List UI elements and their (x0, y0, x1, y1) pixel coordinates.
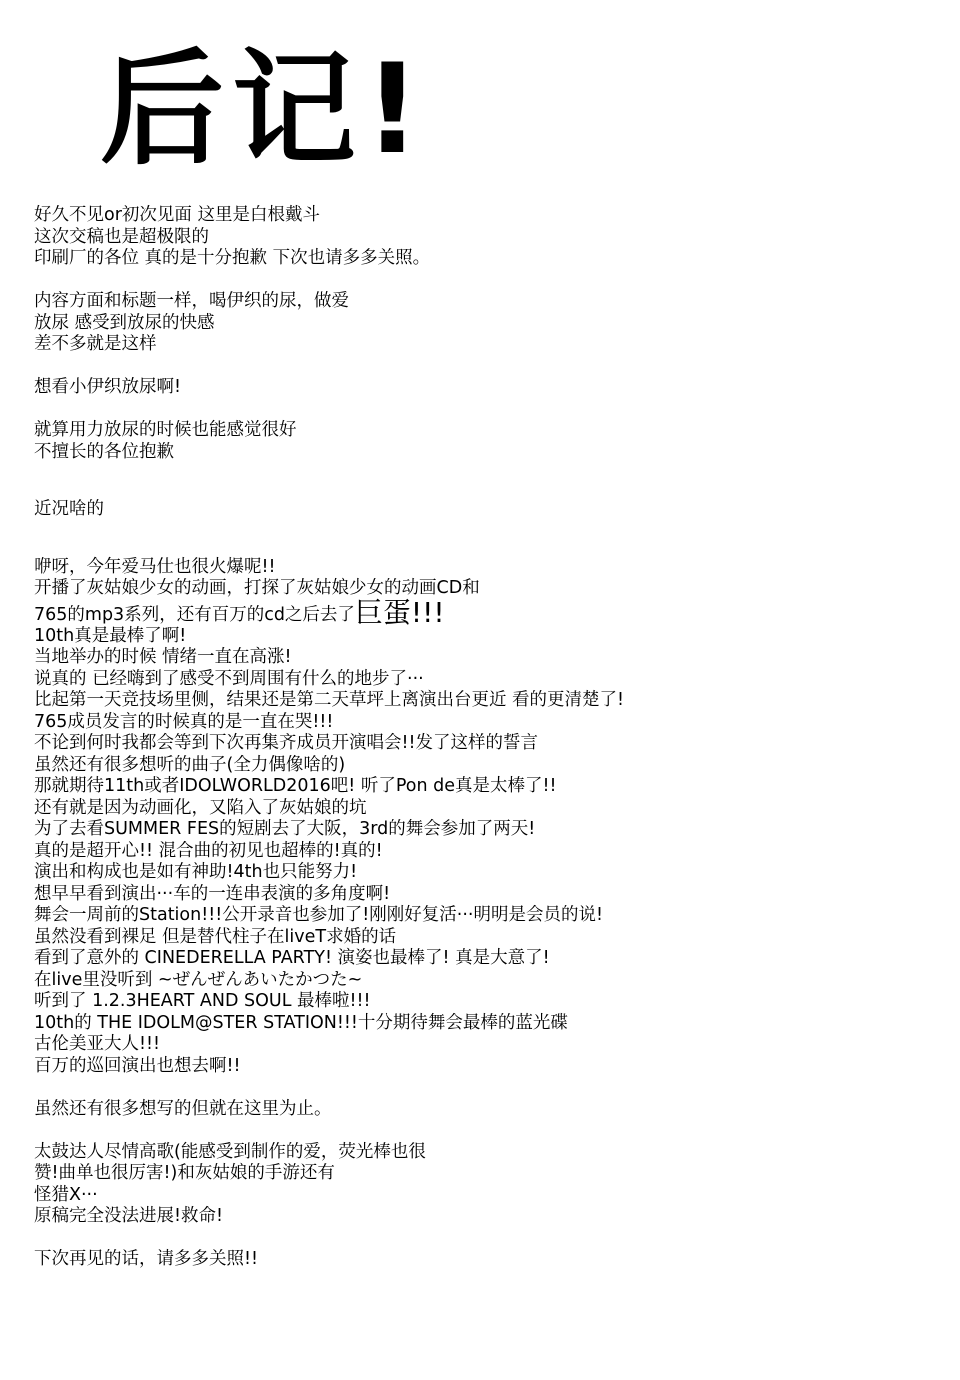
games-line: 赞!曲单也很厉害!)和灰姑娘的手游还有 (34, 1163, 335, 1183)
intro-line: 这次交稿也是超极限的 (34, 226, 209, 247)
afterword-text (34, 205, 934, 1271)
recent-line: 10th的 THE IDOLM@STER STATION!!!十分期待舞会最棒的蓝光碟 (34, 1012, 568, 1033)
recent-line: 不论到何时我都会等到下次再集齐成员开演唱会!!发了这样的誓言 (34, 733, 539, 753)
recent-line: 百万的巡回演出也想去啊!! (34, 1055, 241, 1076)
recent-line: 为了去看SUMMER FES的短剧去了大阪，3rd的舞会参加了两天! (34, 819, 536, 839)
stop-line: 虽然还有很多想写的但就在这里为止。 (34, 1098, 332, 1119)
recent-line: 765成员发言的时候真的是一直在哭!!! (34, 711, 334, 732)
recent-line: 真的是超开心!! 混合曲的初见也超棒的!真的! (34, 840, 383, 861)
recent-dome-prefix: 765的mp3系列，还有百万的cd之后去了 (34, 604, 355, 625)
content-line: 放尿 感受到放尿的快感 (34, 312, 215, 333)
intro-line: 印刷厂的各位 真的是十分抱歉 下次也请多多关照。 (34, 248, 431, 268)
recent-line: 虽然还有很多想听的曲子(全力偶像啥的) (34, 754, 346, 775)
recent-line: 演出和构成也是如有神助!4th也只能努力! (34, 862, 358, 882)
games-line: 怪猎X··· (34, 1184, 98, 1205)
recent-line-dome (34, 595, 934, 629)
intro-line: 好久不见or初次见面 这里是白根戴斗 (34, 205, 320, 225)
apology-line: 就算用力放尿的时候也能感觉很好 (34, 420, 297, 440)
recent-line: 还有就是因为动画化，又陷入了灰姑娘的坑 (34, 797, 367, 818)
recent-line: 那就期待11th或者IDOLWORLD2016吧! 听了Pon de真是太棒了!! (34, 776, 557, 796)
recent-line: 想早早看到演出···车的一连串表演的多角度啊! (34, 883, 391, 904)
games-line: 太鼓达人尽情高歌(能感受到制作的爱，荧光棒也很 (34, 1141, 426, 1162)
recent-line: 10th真是最棒了啊! (34, 625, 187, 646)
recent-line: 开播了灰姑娘少女的动画，打探了灰姑娘少女的动画CD和 (34, 578, 480, 598)
games-line: 原稿完全没法进展!救命! (34, 1206, 224, 1226)
content-line: 内容方面和标题一样，喝伊织的尿，做爱 (34, 291, 349, 311)
dome-emphasis: 巨蛋!!! (354, 595, 445, 629)
content-line: 差不多就是这样 (34, 334, 157, 354)
recent-line: 看到了意外的 CINEDERELLA PARTY! 演姿也最棒了! 真是大意了! (34, 948, 550, 968)
recent-heading: 近况啥的 (34, 499, 104, 519)
recent-line: 听到了 1.2.3HEART AND SOUL 最棒啦!!! (34, 991, 371, 1011)
recent-line: 古伦美亚大人!!! (34, 1034, 161, 1054)
recent-line: 比起第一天竞技场里侧，结果还是第二天草坪上离演出台更近 看的更清楚了! (34, 690, 625, 710)
closing-line: 下次再见的话，请多多关照!! (34, 1249, 259, 1269)
recent-line: 说真的 已经嗨到了感受不到周围有什么的地步了··· (34, 668, 424, 689)
recent-line: 咿呀，今年爱马仕也很火爆呢!! (34, 556, 276, 577)
wish-line: 想看小伊织放尿啊! (34, 377, 182, 397)
page-title: 后记! (100, 38, 429, 182)
recent-line: 当地举办的时候 情绪一直在高涨! (34, 647, 292, 667)
apology-line: 不擅长的各位抱歉 (34, 441, 174, 462)
recent-line: 虽然没看到裸足 但是替代柱子在liveT求婚的话 (34, 926, 397, 947)
recent-line: 舞会一周前的Station!!!公开录音也参加了!刚刚好复活···明明是会员的说! (34, 905, 603, 925)
recent-line: 在live里没听到 ~ぜんぜんあいたかつた~ (34, 969, 363, 990)
